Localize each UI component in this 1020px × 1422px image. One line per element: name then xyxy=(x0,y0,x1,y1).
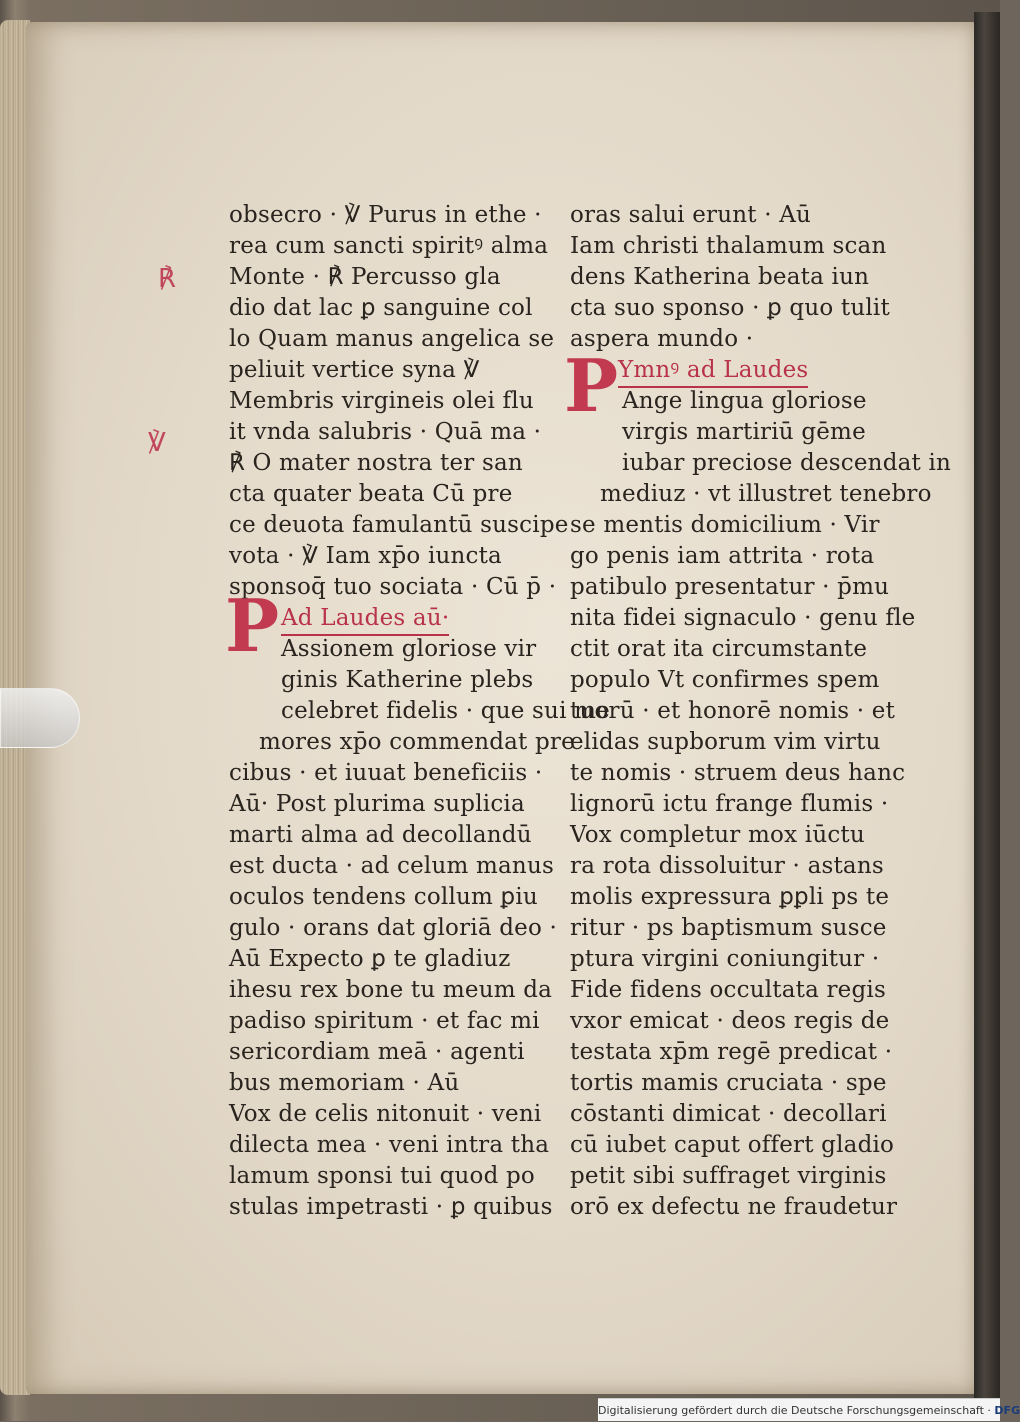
text-line: testata xp̄m regē predicat · xyxy=(570,1039,893,1065)
text-line: Vox completur mox iūctu xyxy=(570,822,865,848)
text-line: Iam christi thalamum scan xyxy=(570,233,887,259)
text-line: tortis mamis cruciata · spe xyxy=(570,1070,887,1096)
text-line: cta suo sponso · ꝑ quo tulit xyxy=(570,295,890,321)
text-line: gulo · orans dat gloriā deo · xyxy=(229,915,558,941)
decorated-initial: P xyxy=(564,343,619,428)
text-line: cta quater beata Cū pre xyxy=(229,481,513,507)
text-line: stulas impetrasti · ꝑ quibus xyxy=(229,1194,553,1220)
left-text-column xyxy=(225,200,610,1223)
text-line: padiso spiritum · et fac mi xyxy=(229,1008,540,1034)
text-line: ra rota dissoluitur · astans xyxy=(570,853,884,879)
text-line: peliuit vertice syna ℣ xyxy=(229,357,480,383)
text-line: marti alma ad decollandū xyxy=(229,822,532,848)
text-line: cōstanti dimicat · decollari xyxy=(570,1101,887,1127)
text-line: lamum sponsi tui quod po xyxy=(229,1163,535,1189)
text-line: Vox de celis nitonuit · veni xyxy=(229,1101,542,1127)
text-line: ihesu rex bone tu meum da xyxy=(229,977,553,1003)
hymn-heading: Ymnꝰ ad Laudes xyxy=(618,355,808,388)
dfg-logo: DFG xyxy=(994,1404,1020,1417)
text-line: ptura virgini coniungitur · xyxy=(570,946,880,972)
text-line: Ange lingua gloriose xyxy=(622,388,867,414)
text-line: lignorū ictu frange flumis · xyxy=(570,791,889,817)
text-line: mediuz · vt illustret tenebro xyxy=(600,481,932,507)
text-line: it vnda salubris · Quā ma · xyxy=(229,419,542,445)
text-line: celebret fidelis · que sui me xyxy=(281,698,610,724)
text-line: Aū· Post plurima suplicia xyxy=(229,791,525,817)
margin-rubric-mark: ℣ xyxy=(148,428,166,458)
text-line: oras salui erunt · Aū xyxy=(570,202,812,228)
text-line: elidas supborum vim virtu xyxy=(570,729,881,755)
text-line: rea cum sancti spiritꝰ alma xyxy=(229,233,549,259)
text-line: iubar preciose descendat in xyxy=(622,450,952,476)
binding-edge xyxy=(974,12,1000,1402)
text-line: se mentis domicilium · Vir xyxy=(570,512,880,538)
text-line: bus memoriam · Aū xyxy=(229,1070,460,1096)
text-line: ctit orat ita circumstante xyxy=(570,636,868,662)
text-line: ℟ O mater nostra ter san xyxy=(229,450,523,476)
text-line: Assionem gloriose vir xyxy=(281,636,537,662)
text-line: sericordiam meā · agenti xyxy=(229,1039,525,1065)
text-line: cū iubet caput offert gladio xyxy=(570,1132,895,1158)
text-line: oculos tendens collum ꝑiu xyxy=(229,884,538,910)
text-line: populo Vt confirmes spem xyxy=(570,667,880,693)
text-line: petit sibi suffraget virginis xyxy=(570,1163,887,1189)
text-line: cibus · et iuuat beneficiis · xyxy=(229,760,543,786)
text-line: go penis iam attrita · rota xyxy=(570,543,875,569)
footer-text: Digitalisierung gefördert durch die Deutsche Forschungsgemeinschaft · xyxy=(598,1404,991,1417)
text-line: lo Quam manus angelica se xyxy=(229,326,555,352)
text-line: dilecta mea · veni intra tha xyxy=(229,1132,550,1158)
text-line: orō ex defectu ne fraudetur xyxy=(570,1194,898,1220)
text-line: Aū Expecto ꝑ te gladiuz xyxy=(229,946,511,972)
margin-rubric-mark: ℟ xyxy=(158,264,176,294)
footer-credit xyxy=(598,1398,1020,1421)
text-line: vxor emicat · deos regis de xyxy=(570,1008,890,1034)
section-heading: Ad Laudes aū· xyxy=(281,603,449,636)
text-line: ginis Katherine plebs xyxy=(281,667,534,693)
text-line: est ducta · ad celum manus xyxy=(229,853,554,879)
text-line: Membris virgineis olei flu xyxy=(229,388,534,414)
text-line: Fide fidens occultata regis xyxy=(570,977,886,1003)
text-line: patibulo presentatur · p̄mu xyxy=(570,574,890,600)
text-line: dio dat lac ꝑ sanguine col xyxy=(229,295,533,321)
text-line: vota · ℣ Iam xp̄o iuncta xyxy=(229,543,502,569)
text-line: virgis martiriū gēme xyxy=(622,419,866,445)
text-line: molis expressura ꝑꝑli ps te xyxy=(570,884,890,910)
text-line: Monte · ℟ Percusso gla xyxy=(229,264,501,290)
text-line: mores xp̄o commendat pre xyxy=(259,729,575,755)
text-line: ritur · ps baptismum susce xyxy=(570,915,887,941)
text-line: aspera mundo · xyxy=(570,326,754,352)
text-line: tuorū · et honorē nomis · et xyxy=(570,698,896,724)
text-line: ce deuota famulantū suscipe xyxy=(229,512,569,538)
text-line: dens Katherina beata iun xyxy=(570,264,870,290)
text-line: te nomis · struem deus hanc xyxy=(570,760,906,786)
right-text-column xyxy=(564,200,952,1223)
text-line: obsecro · ℣ Purus in ethe · xyxy=(229,202,542,228)
page-clip xyxy=(0,688,80,748)
decorated-initial: P xyxy=(225,583,280,668)
text-line: nita fidei signaculo · genu fle xyxy=(570,605,916,631)
text-line: sponsoq̄ tuo sociata · Cū p̄ · xyxy=(229,574,557,600)
